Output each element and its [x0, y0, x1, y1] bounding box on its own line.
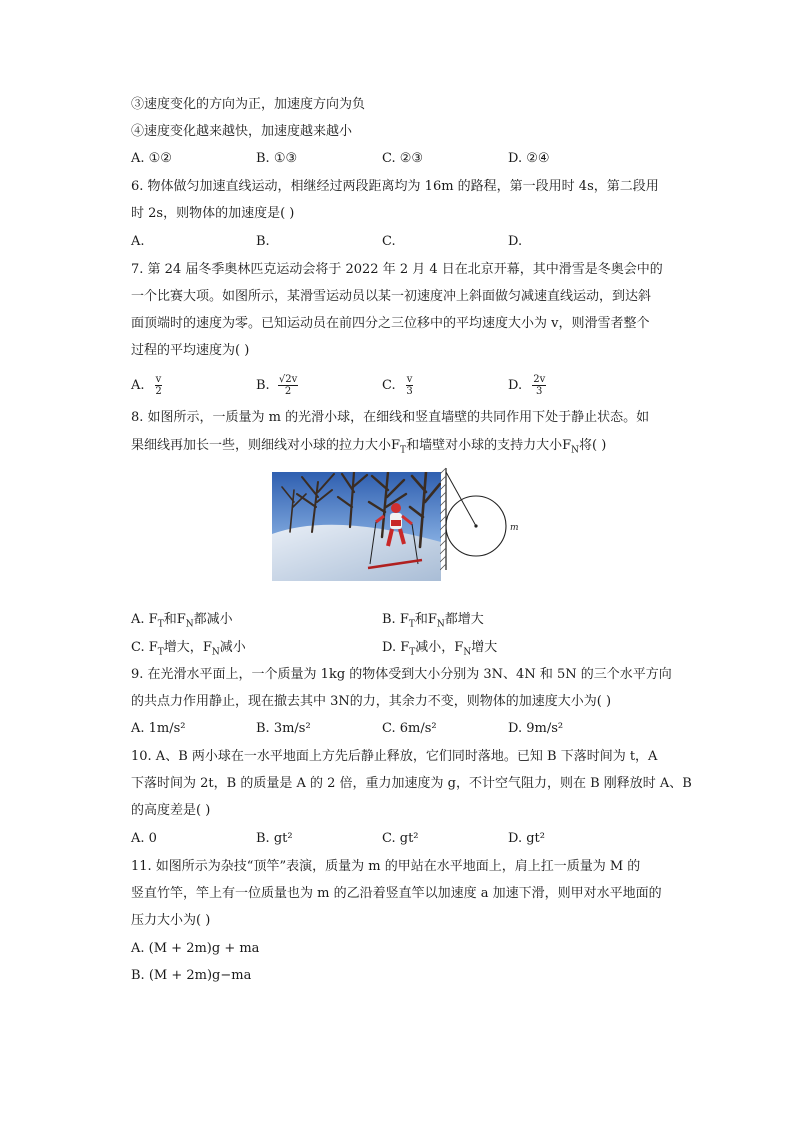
ball-mass-label: m: [510, 523, 519, 533]
q9-option-b: B. 3m/s²: [256, 721, 311, 736]
q6-option-c: C.: [382, 234, 396, 249]
statement-3: ③速度变化的方向为正，加速度方向为负: [131, 97, 366, 112]
q6-stem-line1: 6. 物体做匀加速直线运动，相继经过两段距离均为 16m 的路程，第一段用时 4s，第二段用: [131, 179, 659, 194]
q8-option-b: B. $F_T$和$F_N$都增大: [382, 612, 484, 630]
q10-option-b: B. gt²: [256, 831, 293, 846]
q10-option-a: A. 0: [131, 831, 157, 846]
q9-stem-line2: 的共点力作用静止，现在撤去其中 3N的力，其余力不变，则物体的加速度大小为( ): [131, 694, 612, 709]
q7-option-a-fraction: [155, 374, 163, 397]
q10-stem-line2: 下落时间为 2t，B 的质量是 A 的 2 倍，重力加速度为 g，不计空气阻力，则在 B 刚释放时 A、B: [131, 776, 692, 791]
q8-stem-line1: 8. 如图所示，一质量为 m 的光滑小球，在细线和竖直墙壁的共同作用下处于静止状态。如: [131, 410, 650, 425]
statement-4: ④速度变化越来越快，加速度越来越小: [131, 124, 353, 139]
q7-option-c: [382, 374, 413, 397]
q7-option-a-label: A.: [131, 378, 145, 393]
q7-stem-line3: 面顶端时的速度为零。已知运动员在前四分之三位移中的平均速度大小为 v，则滑雪者整个: [131, 316, 650, 331]
q8-option-a: A. $F_T$和$F_N$都减小: [131, 612, 233, 630]
q11-stem-line3: 压力大小为( ): [131, 913, 211, 928]
q11-option-b: B. (M + 2m)g−ma: [131, 968, 252, 983]
q10-option-d: D. gt²: [508, 831, 545, 846]
q7-option-c-denominator: 3: [406, 386, 413, 397]
q7-option-d-denominator: 3: [536, 386, 543, 397]
q7-stem-line4: 过程的平均速度为( ): [131, 343, 250, 358]
q6-option-d: D.: [508, 234, 523, 249]
q8-option-d: D. $F_T$减小，$F_N$增大: [382, 640, 498, 658]
q8-stem-line2: 果细线再加长一些，则细线对小球的拉力大小$F_T$和墙壁对小球的支持力大小$F_N$将( ): [131, 438, 607, 456]
q7-option-b-denominator: 2: [284, 386, 292, 397]
q11-stem-line1: 11. 如图所示为杂技“顶竿”表演，质量为 m 的甲站在水平地面上，肩上扛一质量为 M 的: [131, 859, 641, 874]
q6-stem-line2: 时 2s，则物体的加速度是( ): [131, 206, 295, 221]
q9-option-c: C. 6m/s²: [382, 721, 437, 736]
q7-option-a: [131, 374, 162, 397]
q10-stem-line3: 的高度差是( ): [131, 803, 211, 818]
option-d: D. ②④: [508, 151, 550, 166]
q8-option-c: C. $F_T$增大，$F_N$减小: [131, 640, 246, 658]
q9-stem-line1: 9. 在光滑水平面上，一个质量为 1kg 的物体受到大小分别为 3N、4N 和 5N 的三个水平方向: [131, 667, 672, 682]
q7-stem-line1: 7. 第 24 届冬季奥林匹克运动会将于 2022 年 2 月 4 日在北京开幕，其中滑雪是冬奥会中的: [131, 262, 663, 277]
q7-option-b-numerator: √2v: [278, 374, 298, 385]
q7-option-a-numerator: v: [155, 374, 162, 385]
q7-option-d: [508, 374, 546, 397]
q7-option-d-label: D.: [508, 378, 523, 393]
q7-option-b: [256, 374, 298, 397]
q7-stem-line2: 一个比赛大项。如图所示，某滑雪运动员以某一初速度冲上斜面做匀减速直线运动，到达斜: [131, 289, 652, 304]
q7-option-b-label: B.: [256, 378, 270, 393]
q7-option-b-fraction: [278, 374, 298, 397]
option-a: A. ①②: [131, 151, 172, 166]
q7-option-c-fraction: [406, 374, 414, 397]
q7-option-a-denominator: 2: [155, 386, 162, 397]
ball-wall-diagram: [440, 466, 530, 574]
q9-option-d: D. 9m/s²: [508, 721, 564, 736]
q11-option-a: A. (M + 2m)g + ma: [131, 941, 260, 956]
q7-option-d-fraction: [532, 374, 546, 397]
option-c: C. ②③: [382, 151, 424, 166]
q6-option-b: B.: [256, 234, 270, 249]
q9-option-a: A. 1m/s²: [131, 721, 186, 736]
q10-stem-line1: 10. A、B 两小球在一水平地面上方先后静止释放，它们同时落地。已知 B 下落时间为 t，A: [131, 749, 658, 764]
skier-photo: [272, 472, 441, 581]
q11-stem-line2: 竖直竹竿，竿上有一位质量也为 m 的乙沿着竖直竿以加速度 a 加速下滑，则甲对水平地面的: [131, 886, 662, 901]
q7-option-d-numerator: 2v: [533, 374, 546, 385]
q6-option-a: A.: [131, 234, 145, 249]
q10-option-c: C. gt²: [382, 831, 419, 846]
option-b: B. ①③: [256, 151, 298, 166]
q7-option-c-numerator: v: [406, 374, 413, 385]
q7-option-c-label: C.: [382, 378, 396, 393]
